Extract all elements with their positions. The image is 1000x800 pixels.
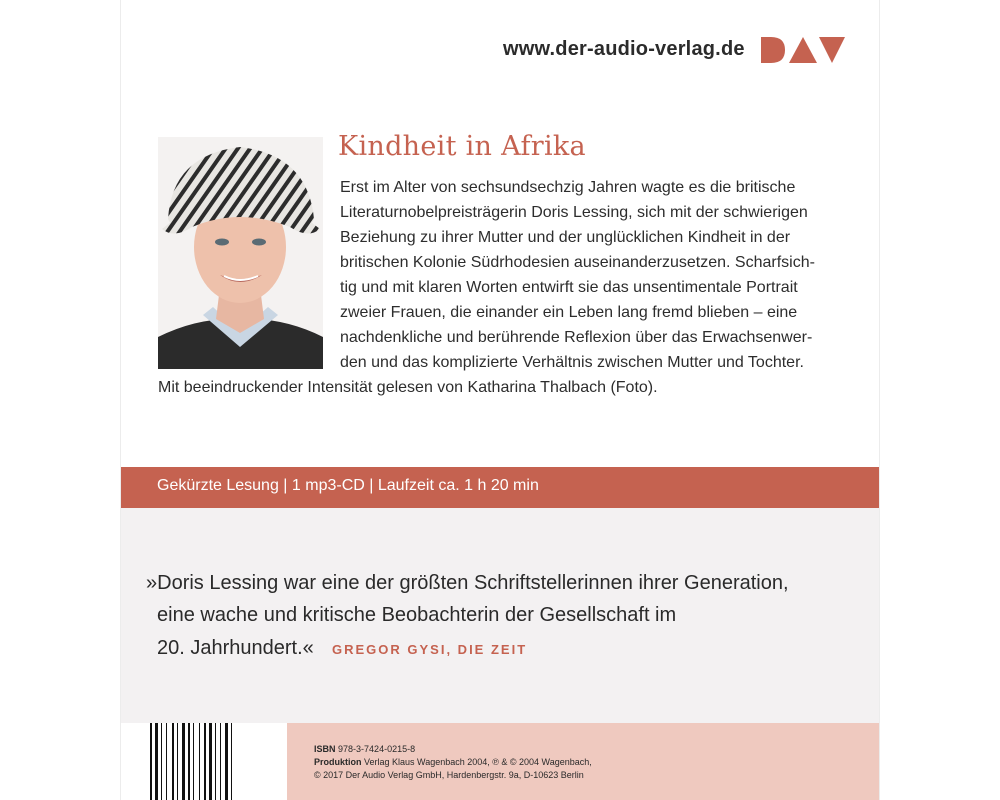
press-quote [121,508,879,723]
quote-line: eine wache und kritische Beobachterin der Gesellschaft im [157,604,677,626]
isbn-value: 978-3-7424-0215-8 [338,744,416,754]
imprint-box [287,723,879,800]
publisher-url[interactable]: www.der-audio-verlag.de [503,38,745,60]
copyright-line: © 2017 Der Audio Verlag GmbH, Hardenbergstr. 9a, D-10623 Berlin [314,770,584,780]
narrator-portrait [158,137,323,369]
quote-attribution: GREGOR GYSI, DIE ZEIT [332,642,528,657]
isbn-label: ISBN [314,744,336,754]
format-info: Gekürzte Lesung | 1 mp3-CD | Laufzeit ca. 1 h 20 min [157,477,539,494]
production-label: Produktion [314,757,362,767]
description-line: tig und mit klaren Worten entwirft sie das unsentimentale Portrait [340,279,798,296]
production-line [314,757,592,767]
description-line: den und das komplizierte Verhältnis zwischen Mutter und Tochter. [340,354,804,371]
quote-line: »Doris Lessing war eine der größten Schriftstellerinnen ihrer Generation, [146,572,789,594]
format-band [121,467,879,508]
cd-back-cover [120,0,880,800]
description-line: Beziehung zu ihrer Mutter und der unglücklichen Kindheit in der [340,229,791,246]
description-line: nachdenkliche und berührende Reflexion über das Erwachsenwer- [340,329,813,346]
isbn-line [314,744,415,754]
description-line: Mit beeindruckender Intensität gelesen von Katharina Thalbach (Foto). [158,379,658,396]
description-line: Erst im Alter von sechsundsechzig Jahren wagte es die britische [340,179,796,196]
dav-logo [759,36,847,64]
book-title: Kindheit in Afrika [338,131,586,162]
production-value: Verlag Klaus Wagenbach 2004, ℗ & © 2004 Wagenbach, [364,757,592,767]
description-line: britischen Kolonie Südrhodesien auseinanderzusetzen. Scharfsich- [340,254,815,271]
description-line: Literaturnobelpreisträgerin Doris Lessing, sich mit der schwierigen [340,204,808,221]
barcode [148,723,263,800]
quote-line: 20. Jahrhundert.« [157,637,314,659]
description-line: zweier Frauen, die einander ein Leben lang fremd blieben – eine [340,304,798,321]
